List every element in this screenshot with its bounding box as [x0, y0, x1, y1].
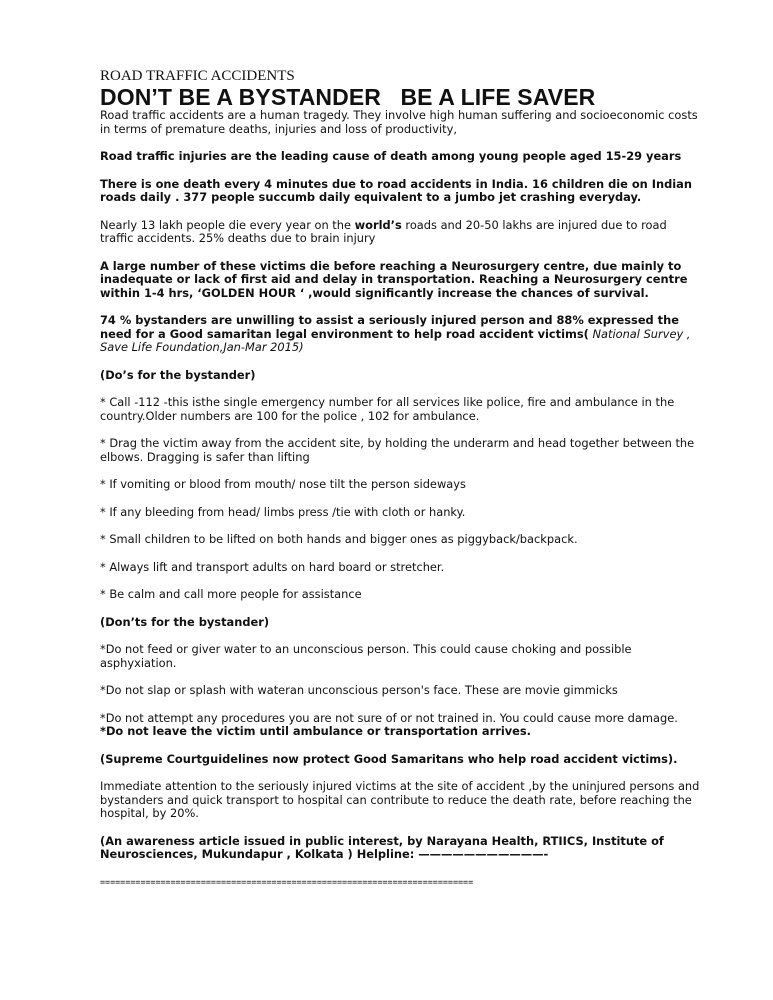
donts-item-leave-victim: *Do not leave the victim until ambulance or transportation arrives.: [100, 724, 531, 738]
donts-item-feed-water: *Do not feed or giver water to an unconscious person. This could cause choking and possible asphyxiation.: [100, 642, 632, 670]
dos-item-emergency-number: * Call -112 -this isthe single emergency number for all services like police, fire and ambulance in the country.Older numbers are 100 for the police , 102 for ambulance.: [100, 395, 675, 423]
footer-note: (An awareness article issued in public interest, by Narayana Health, RTIICS, Institute of Neurosciences, Mukundapur , Kolkata ) Helpline: ———————————-: [100, 833, 664, 861]
dos-heading: (Do’s for the bystander): [100, 367, 256, 382]
survey-source: National Survey , Save Life Foundation,Jan-Mar 2015): [100, 326, 691, 354]
dos-item-tilt-sideways: * If vomiting or blood from mouth/ nose tilt the person sideways: [100, 477, 466, 491]
donts-item-procedures: *Do not attempt any procedures you are not sure of or not trained in. You could cause more damage.: [100, 710, 678, 725]
dos-item-drag-victim: * Drag the victim away from the accident site, by holding the underarm and head together between the elbows. Dragging is safer than lifting: [100, 436, 695, 464]
dos-item-calm: * Be calm and call more people for assistance: [100, 587, 362, 601]
donts-item-slap: *Do not slap or splash with wateran unconscious person's face. These are movie gimmicks: [100, 683, 618, 697]
article: [100, 68, 700, 887]
world-stat-bold: world’s: [354, 217, 402, 232]
dos-item-children: * Small children to be lifted on both hands and bigger ones as piggyback/backpack.: [100, 532, 578, 546]
fact-young-people: Road traffic injuries are the leading cause of death among young people aged 15-29 years: [100, 149, 682, 163]
world-stat-part1: Nearly 13 lakh people die every year on the: [100, 217, 355, 232]
survey-paragraph: [100, 314, 700, 355]
donts-heading: (Don’ts for the bystander): [100, 614, 270, 629]
article-kicker: ROAD TRAFFIC ACCIDENTS: [100, 68, 295, 84]
golden-hour-paragraph: A large number of these victims die before reaching a Neurosurgery centre, due mainly to inadequate or lack of first aid and delay in transportation. Reaching a Neurosurgery centre within 1-4 hrs, ‘GOLDEN HOUR ‘ ,would significantly increase the chances of survival.: [100, 258, 688, 300]
dos-item-transport: * Always lift and transport adults on hard board or stretcher.: [100, 559, 445, 574]
survey-bold: 74 % bystanders are unwilling to assist a seriously injured person and 88% expressed the need for a Good samaritan legal environment to help road accident victims(: [100, 313, 679, 341]
fact-india-deaths: There is one death every 4 minutes due to road accidents in India. 16 children die on Indian roads daily . 377 people succumb daily equivalent to a jumbo jet crashing everyday.: [100, 176, 692, 204]
closing-paragraph: Immediate attention to the seriously injured victims at the site of accident ,by the uninjured persons and bystanders and quick transport to hospital can contribute to reduce the death rate, before reaching the hospital, by 20%.: [100, 779, 700, 820]
intro-paragraph: Road traffic accidents are a human tragedy. They involve high human suffering and socioeconomic costs in terms of premature deaths, injuries and loss of productivity,: [100, 108, 698, 136]
article-headline: DON’T BE A BYSTANDER BE A LIFE SAVER: [100, 84, 596, 110]
world-stat-part2: roads and 20-50 lakhs are injured due to road traffic accidents. 25% deaths due to brain injury: [100, 217, 667, 245]
divider-line: ==========================================================================: [100, 876, 474, 887]
world-statistics: [100, 219, 700, 246]
dos-item-bleeding: * If any bleeding from head/ limbs press /tie with cloth or hanky.: [100, 504, 466, 519]
supreme-court-note: (Supreme Courtguidelines now protect Good Samaritans who help road accident victims).: [100, 751, 678, 766]
